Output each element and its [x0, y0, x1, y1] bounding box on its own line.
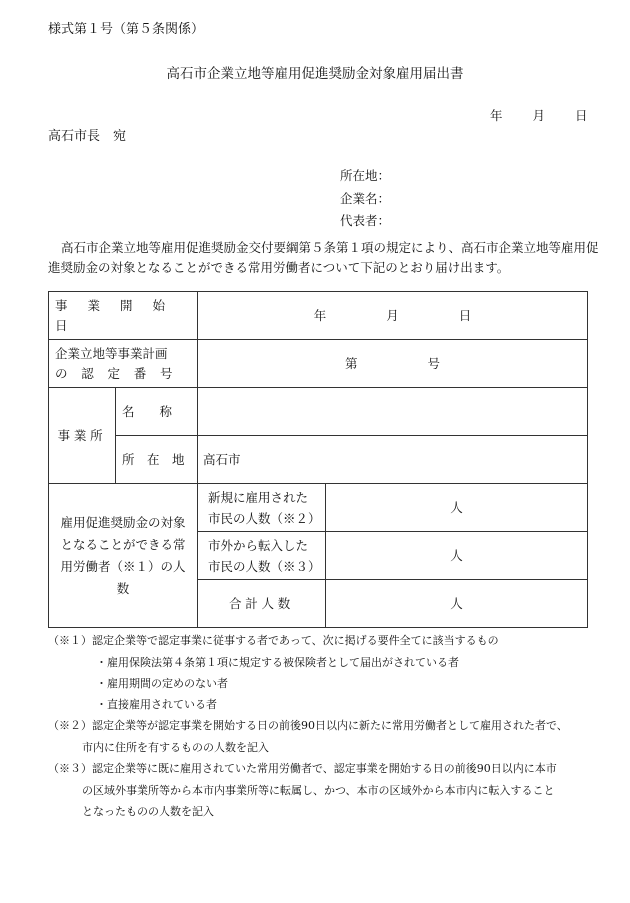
- moved-in-label: 市外から転入した市民の人数（※３）: [198, 532, 326, 580]
- application-table: [48, 291, 588, 628]
- plan-number-label-cell: [49, 340, 198, 388]
- moved-in-unit: 人: [450, 547, 463, 563]
- plan-number-label-line1: 企業立地等事業計画: [55, 345, 168, 361]
- form-number: 様式第１号（第５条関係）: [48, 22, 205, 37]
- plan-number-label-line2: の認定番号: [55, 365, 187, 381]
- addressee: 高石市長 宛: [48, 129, 127, 144]
- submission-date: [490, 106, 588, 124]
- note-1: （※１）認定企業等で認定事業に従事する者であって、次に掲げる要件全てに該当するもの: [48, 634, 499, 647]
- new-hire-label: 新規に雇用された市民の人数（※２）: [198, 484, 326, 532]
- date-day-label: 日: [575, 108, 588, 123]
- total-label: 合計人数: [198, 580, 326, 628]
- start-date-month: 月: [386, 307, 399, 323]
- total-unit: 人: [450, 595, 463, 611]
- start-date-label-cell: [49, 292, 198, 340]
- note-3-line-3: となったものの人数を記入: [82, 805, 214, 818]
- plan-number-go: 号: [427, 355, 441, 371]
- note-3-line-2: の区域外事業所等から本市内事業所等に転属し、かつ、本市の区域外から本市内に転入すること: [82, 784, 555, 797]
- date-month-label: 月: [532, 108, 546, 123]
- declaration-text: 高石市企業立地等雇用促進奨励金交付要綱第５条第１項の規定により、高石市企業立地等雇用促進奨励金の対象となることができる常用労働者について下記のとおり届け出ます。: [48, 240, 599, 275]
- office-name-field[interactable]: [198, 388, 588, 436]
- plan-number-field[interactable]: [198, 340, 588, 388]
- note-3-line-1: （※３）認定企業等に既に雇用されていた常用労働者で、認定事業を開始する日の前後90日以内に本市: [48, 762, 557, 775]
- note-1-item-2: ・雇用期間の定めのない者: [96, 677, 228, 690]
- sender-company-label: 企業名：: [340, 191, 391, 206]
- office-location-field[interactable]: [198, 436, 588, 484]
- office-location-label: 所 在 地: [116, 436, 198, 484]
- note-1-item-1: ・雇用保険法第４条第１項に規定する被保険者として届出がされている者: [96, 656, 459, 669]
- sender-address-label: 所在地：: [340, 168, 391, 183]
- start-date-field[interactable]: [198, 292, 588, 340]
- target-workers-label: 雇用促進奨励金の対象となることができる常用労働者（※１）の人数: [49, 484, 198, 628]
- note-2-line-1: （※２）認定企業等が認定事業を開始する日の前後90日以内に新たに常用労働者として雇用された者で、: [48, 719, 568, 732]
- new-hire-count-field[interactable]: [326, 484, 588, 532]
- sender-representative-label: 代表者：: [340, 213, 391, 228]
- start-date-label: 事業開始日: [55, 297, 186, 333]
- plan-number-dai: 第: [345, 355, 358, 371]
- moved-in-count-field[interactable]: [326, 532, 588, 580]
- new-hire-unit: 人: [450, 499, 463, 515]
- document-title: 高石市企業立地等雇用促進奨励金対象雇用届出書: [166, 66, 464, 82]
- date-year-label: 年: [490, 108, 503, 123]
- start-date-day: 日: [458, 307, 472, 323]
- note-1-item-3: ・直接雇用されている者: [96, 698, 217, 711]
- office-name-label: 名 称: [116, 388, 198, 436]
- note-2-line-2: 市内に住所を有するものの人数を記入: [82, 741, 269, 754]
- office-location-value: 高石市: [203, 451, 241, 467]
- total-count-field[interactable]: [326, 580, 588, 628]
- start-date-year: 年: [313, 307, 327, 323]
- office-label: 事業所: [49, 388, 116, 484]
